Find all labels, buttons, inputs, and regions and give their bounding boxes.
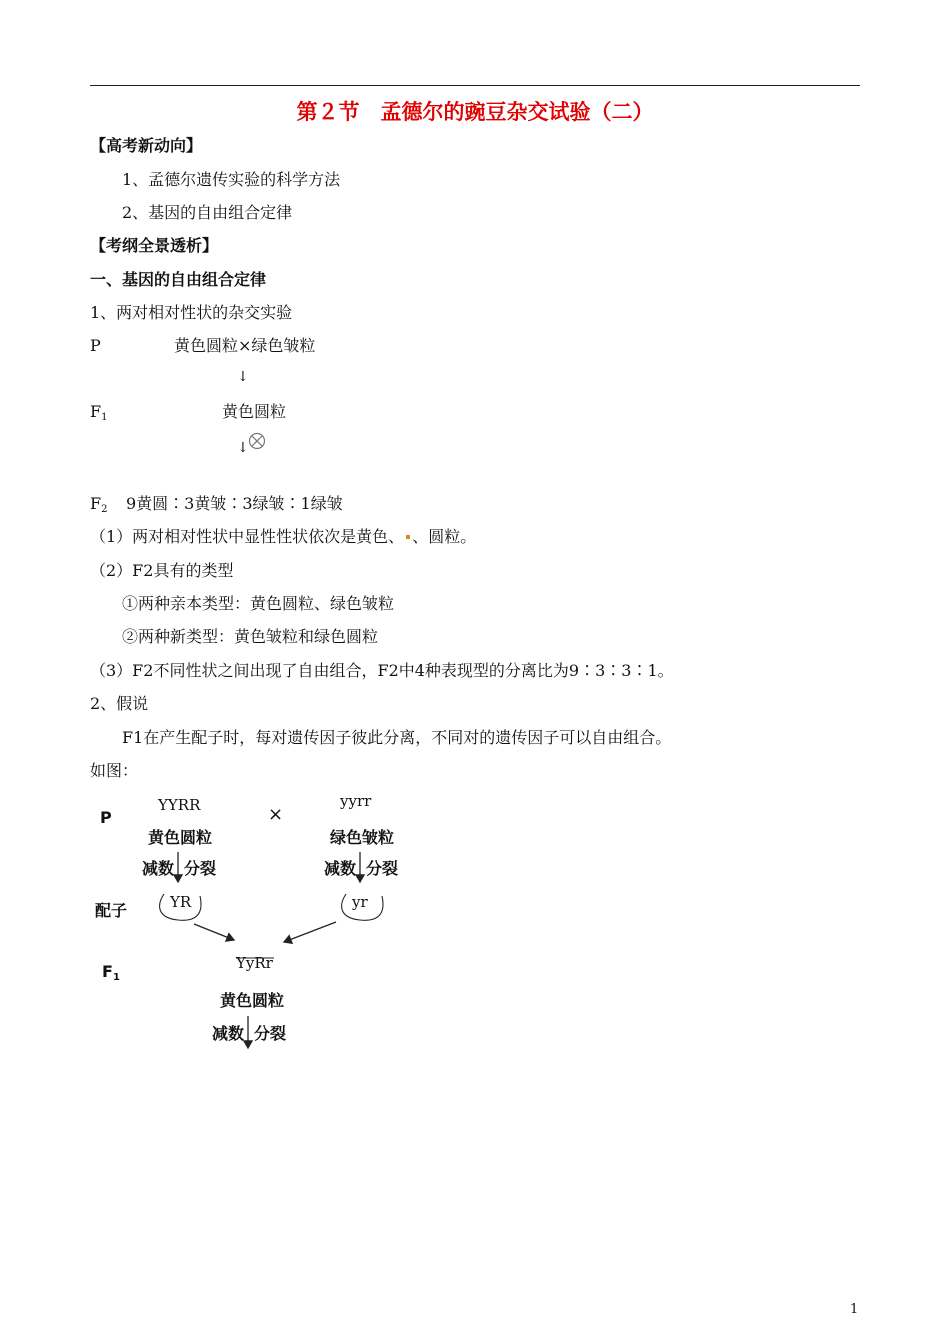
subheading-hypothesis: 2、假说 — [90, 694, 149, 713]
note-3: （3）F2不同性状之间出现了自由组合，F2中4种表现型的分离比为9∶3∶3∶1。 — [90, 661, 674, 680]
cross-p-label: P — [90, 336, 101, 355]
cross-f2-text: 9黄圆∶3黄皱∶3绿皱∶1绿皱 — [126, 494, 343, 513]
gamete-circle — [342, 894, 383, 920]
fig-f1-label: F1 — [102, 962, 120, 983]
list-item: 2、基因的自由组合定律 — [122, 203, 293, 222]
subheading-experiment: 1、两对相对性状的杂交实验 — [90, 303, 293, 322]
fig-cross-sign: × — [268, 804, 284, 825]
fig-gamete-label: 配子 — [95, 901, 128, 920]
fig-meiosis-b: 分裂 — [366, 859, 399, 878]
fig-gamete-left: YR — [170, 893, 192, 911]
fig-p-label: P — [100, 808, 112, 827]
cross-f2-label: F2 — [90, 494, 108, 515]
note-1: （1）两对相对性状中显性性状依次是黄色、 、圆粒。 — [90, 527, 477, 546]
hypothesis-text: F1在产生配子时，每对遗传因子彼此分离，不同对的遗传因子可以自由组合。 — [122, 728, 672, 747]
fig-gamete-right: yr — [352, 893, 368, 911]
note-2-item: ②两种新类型：黄色皱粒和绿色圆粒 — [122, 627, 379, 646]
note-2-item: ①两种亲本类型：黄色圆粒、绿色皱粒 — [122, 594, 395, 613]
fig-lines — [90, 790, 420, 1060]
fig-meiosis-a: 减数 — [142, 859, 175, 878]
selfing-icon — [248, 432, 266, 450]
fig-f1-phenotype: 黄色圆粒 — [220, 991, 285, 1010]
fig-left-phenotype: 黄色圆粒 — [148, 828, 213, 847]
page-title: 第２节 孟德尔的豌豆杂交试验（二） — [296, 100, 654, 124]
fusion-arrow — [284, 922, 336, 942]
fig-meiosis-b: 分裂 — [184, 859, 217, 878]
fig-meiosis-b: 分裂 — [254, 1024, 287, 1043]
cross-p-text: 黄色圆粒×绿色皱粒 — [174, 336, 316, 355]
list-item: 1、孟德尔遗传实验的科学方法 — [122, 170, 341, 189]
fusion-arrow — [194, 924, 234, 940]
section-heading-analysis: 【考纲全景透析】 — [90, 236, 219, 255]
note-2: （2）F2具有的类型 — [90, 561, 234, 580]
fig-right-phenotype: 绿色皱粒 — [330, 828, 395, 847]
part-heading: 一、基因的自由组合定律 — [90, 270, 267, 289]
figure-caption: 如图： — [90, 761, 139, 780]
down-arrow-icon: ↓ — [237, 369, 249, 385]
section-heading-trends: 【高考新动向】 — [90, 136, 203, 155]
fig-meiosis-a: 减数 — [324, 859, 357, 878]
fig-f1-genotype: YyRr — [236, 954, 273, 972]
page-number: 1 — [850, 1302, 859, 1317]
header-rule — [90, 85, 860, 86]
down-arrow-icon: ↓ — [237, 440, 249, 456]
fig-right-genotype: yyrr — [340, 792, 372, 810]
fig-meiosis-a: 减数 — [212, 1024, 245, 1043]
gamete-circle — [160, 894, 201, 920]
blank-mark — [406, 535, 410, 539]
cross-f1-label: F1 — [90, 402, 108, 423]
cross-f1-text: 黄色圆粒 — [222, 402, 287, 421]
fig-left-genotype: YYRR — [158, 796, 201, 814]
cross-diagram — [90, 790, 420, 1060]
